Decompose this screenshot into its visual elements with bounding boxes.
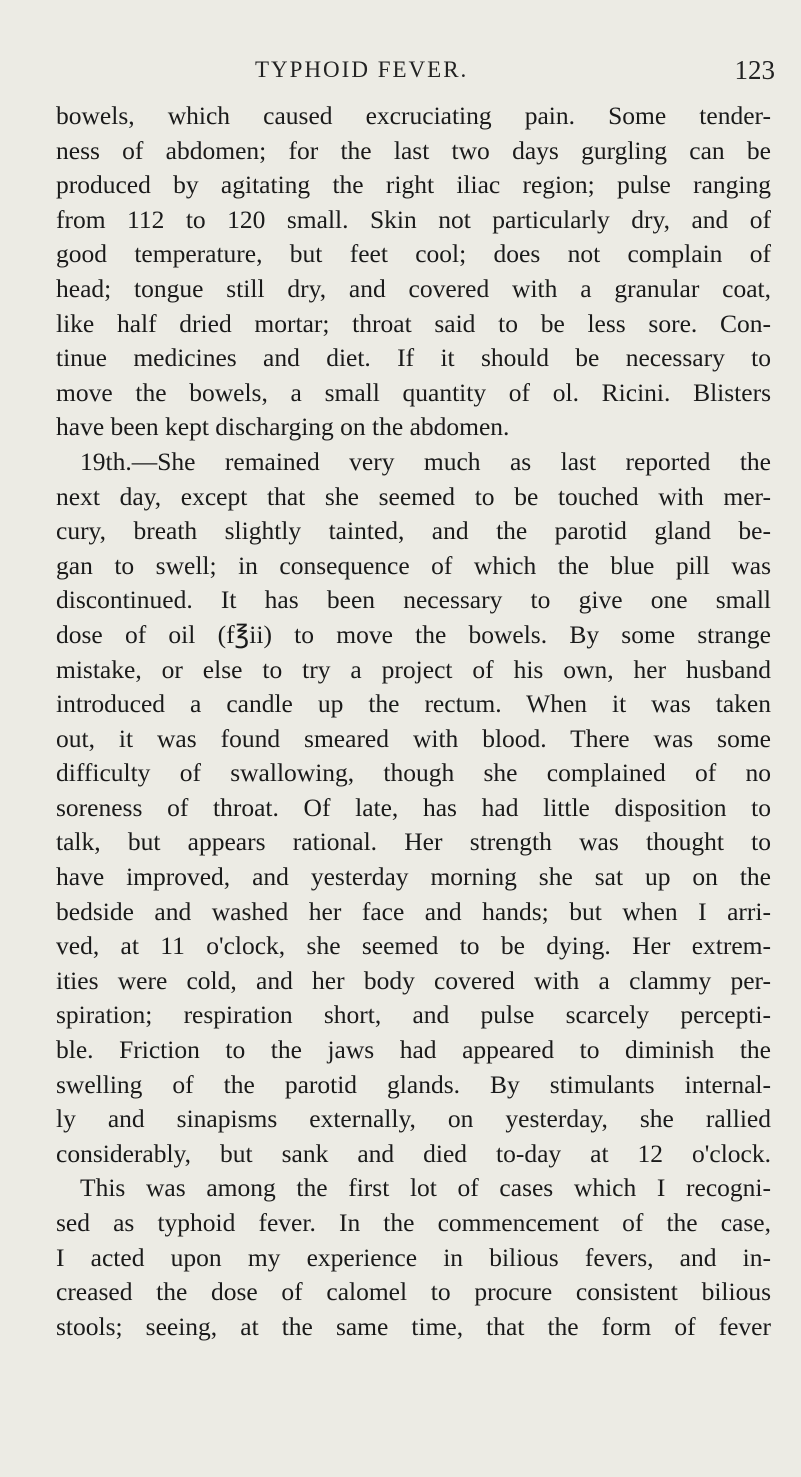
text-line: spiration; respiration short, and pulse scarcely percepti- (56, 1000, 771, 1030)
text-line: ly and sinapisms externally, on yesterday, she rallied (56, 1104, 771, 1134)
text-line: ities were cold, and her body covered with a clammy per- (56, 965, 771, 995)
text-line: stools; seeing, at the same time, that the form of fever (56, 1311, 771, 1341)
text-line: creased the dose of calomel to procure consistent bilious (56, 1277, 771, 1307)
text-line: ved, at 11 o'clock, she seemed to be dying. Her extrem- (56, 931, 771, 961)
text-line: soreness of throat. Of late, has had little disposition to (56, 792, 771, 822)
text-line: cury, breath slightly tainted, and the parotid gland be- (56, 516, 771, 546)
text-line: tinue medicines and diet. If it should be necessary to (56, 343, 771, 373)
text-line: mistake, or else to try a project of his own, her husband (56, 654, 771, 684)
text-line: have improved, and yesterday morning she sat up on the (56, 862, 771, 892)
text-line: dose of oil (f℥ii) to move the bowels. By some strange (56, 619, 771, 649)
text-line: gan to swell; in consequence of which the blue pill was (56, 550, 771, 580)
body-text (56, 99, 771, 1344)
text-line: like half dried mortar; throat said to be less sore. Con- (56, 308, 771, 338)
text-line: difficulty of swallowing, though she complained of no (56, 758, 771, 788)
text-line: move the bowels, a small quantity of ol. Ricini. Blisters (56, 377, 771, 407)
text-line: I acted upon my experience in bilious fevers, and in- (56, 1242, 771, 1272)
text-line: good temperature, but feet cool; does not complain of (56, 239, 771, 269)
text-line: next day, except that she seemed to be touched with mer- (56, 481, 771, 511)
text-line: ble. Friction to the jaws had appeared to diminish the (56, 1035, 771, 1065)
text-line: considerably, but sank and died to-day at 12 o'clock. (56, 1138, 771, 1168)
text-line: This was among the first lot of cases which I recogni- (80, 1173, 771, 1203)
text-line: from 112 to 120 small. Skin not particularly dry, and of (56, 204, 771, 234)
text-line: head; tongue still dry, and covered with a granular coat, (56, 273, 771, 303)
text-line: out, it was found smeared with blood. There was some (56, 723, 771, 753)
text-line: ness of abdomen; for the last two days gurgling can be (56, 135, 771, 165)
text-line: 19th.—She remained very much as last reported the (80, 446, 771, 476)
text-line: swelling of the parotid glands. By stimulants internal- (56, 1069, 771, 1099)
text-line: have been kept discharging on the abdomen. (56, 412, 510, 442)
text-line: introduced a candle up the rectum. When it was taken (56, 689, 771, 719)
text-line: sed as typhoid fever. In the commencement of the case, (56, 1208, 771, 1237)
running-head-title: TYPHOID FEVER. (255, 57, 469, 82)
text-line: talk, but appears rational. Her strength was thought to (56, 827, 771, 857)
text-line: bedside and washed her face and hands; but when I arri- (56, 896, 771, 926)
text-line: produced by agitating the right iliac region; pulse ranging (56, 170, 771, 200)
text-line: bowels, which caused excruciating pain. Some tender- (56, 101, 771, 130)
page-number: 123 (734, 55, 775, 85)
running-head (255, 52, 775, 88)
text-line: discontinued. It has been necessary to give one small (56, 585, 771, 615)
